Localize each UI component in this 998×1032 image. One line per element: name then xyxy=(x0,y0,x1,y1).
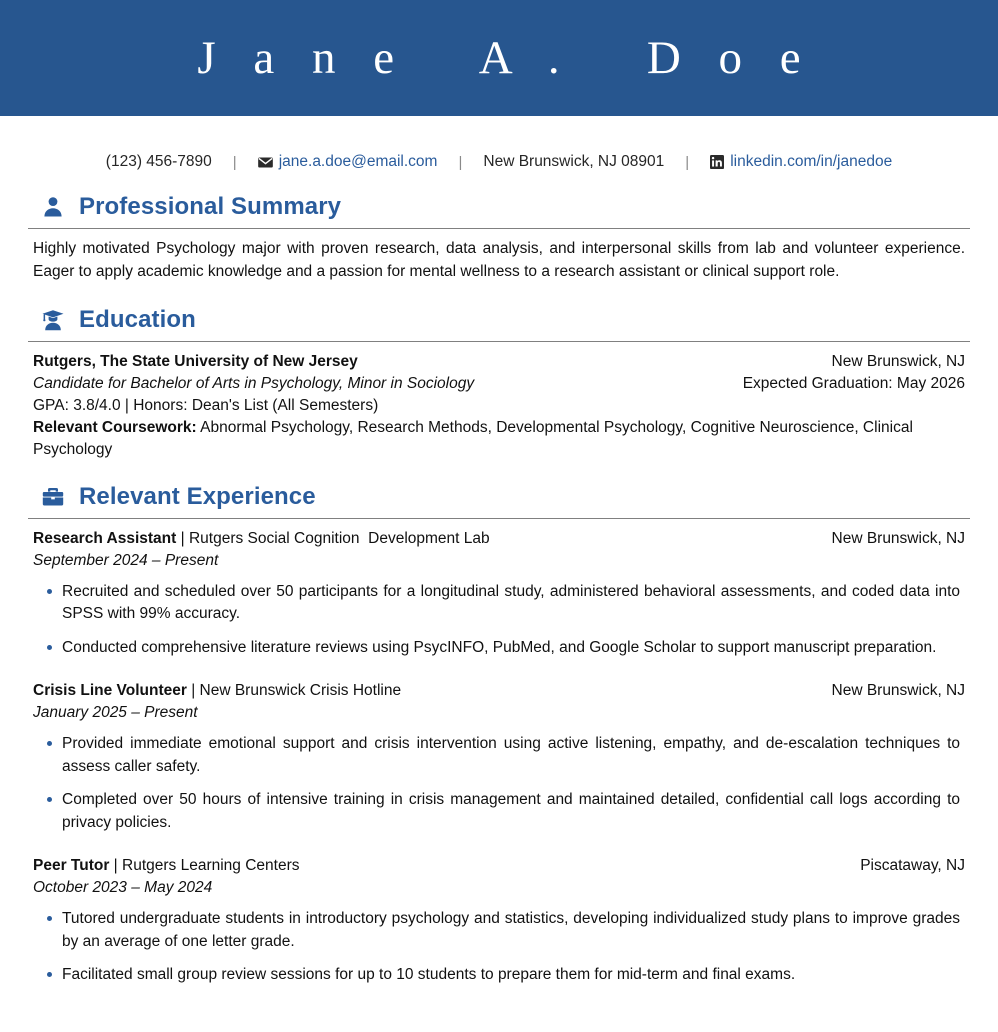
resume-content xyxy=(0,193,998,987)
bullet-item: Facilitated small group review sessions for up to 10 students to prepare them for mid-term and final exams. xyxy=(38,964,960,986)
experience-divider xyxy=(28,518,970,519)
briefcase-icon xyxy=(40,484,66,510)
experience-org: | New Brunswick Crisis Hotline xyxy=(186,682,402,700)
experience-entry xyxy=(28,855,970,986)
education-coursework-label: Relevant Coursework: xyxy=(33,418,197,436)
contact-separator-1: | xyxy=(232,153,237,171)
contact-linkedin[interactable] xyxy=(710,153,892,171)
experience-bullets xyxy=(33,908,965,986)
experience-bullets xyxy=(33,733,965,834)
contact-separator-3: | xyxy=(685,153,690,171)
summary-title: Professional Summary xyxy=(79,193,342,220)
graduation-cap-icon xyxy=(40,307,66,333)
experience-entry xyxy=(28,680,970,834)
experience-dates: September 2024 – Present xyxy=(33,551,219,569)
education-degree: Candidate for Bachelor of Arts in Psychology, Minor in Sociology xyxy=(33,374,475,392)
contact-email[interactable] xyxy=(258,153,438,171)
experience-title: Relevant Experience xyxy=(79,482,316,510)
contact-phone xyxy=(106,153,212,171)
education-entry xyxy=(28,351,970,461)
linkedin-link[interactable]: linkedin.com/in/janedoe xyxy=(730,153,893,170)
experience-role: Research Assistant xyxy=(33,529,177,547)
education-heading xyxy=(28,306,970,334)
education-degree-row xyxy=(33,373,965,395)
education-location: New Brunswick, NJ xyxy=(831,352,965,370)
experience-org: | Rutgers Learning Centers xyxy=(109,857,300,875)
education-title: Education xyxy=(79,305,196,333)
experience-role-org xyxy=(33,855,300,877)
experience-role-org xyxy=(33,680,401,702)
education-school: Rutgers, The State University of New Jersey xyxy=(33,352,358,370)
email-link[interactable]: jane.a.doe@email.com xyxy=(278,153,438,170)
bullet-item: Tutored undergraduate students in introductory psychology and statistics, developing individualized study plans to improve grades by an average of one letter grade. xyxy=(38,908,960,953)
experience-heading xyxy=(28,483,970,511)
location-text: New Brunswick, NJ 08901 xyxy=(483,153,665,170)
education-coursework-row xyxy=(33,417,965,461)
experience-role: Peer Tutor xyxy=(33,857,110,875)
experience-title-row xyxy=(33,528,965,550)
experience-role: Crisis Line Volunteer xyxy=(33,682,187,700)
summary-heading xyxy=(28,193,970,221)
bullet-item: Conducted comprehensive literature reviews using PsycINFO, PubMed, and Google Scholar to support manuscript preparation. xyxy=(38,637,960,659)
experience-location: New Brunswick, NJ xyxy=(831,529,965,547)
experience-bullets xyxy=(33,581,965,659)
user-icon xyxy=(40,194,66,220)
envelope-icon xyxy=(258,157,273,168)
summary-divider xyxy=(28,228,970,229)
experience-org: | Rutgers Social Cognition Development Lab xyxy=(176,529,490,547)
experience-entry xyxy=(28,528,970,659)
section-education xyxy=(28,306,970,461)
page-title: J a n e A . D o e xyxy=(197,32,814,84)
experience-location: Piscataway, NJ xyxy=(860,857,965,875)
experience-title-row xyxy=(33,855,965,877)
contact-location xyxy=(483,153,664,171)
bullet-item: Provided immediate emotional support and crisis intervention using active listening, empathy, and de-escalation techniques to assess caller safety. xyxy=(38,733,960,778)
phone-text: (123) 456-7890 xyxy=(105,153,212,170)
experience-location: New Brunswick, NJ xyxy=(831,682,965,700)
header-banner xyxy=(0,0,998,116)
education-divider xyxy=(28,341,970,342)
experience-title-row xyxy=(33,680,965,702)
bullet-item: Completed over 50 hours of intensive training in crisis management and maintained detailed, confidential call logs according to privacy policies. xyxy=(38,789,960,834)
education-coursework-list: Abnormal Psychology, Research Methods, Developmental Psychology, Cognitive Neuroscience, Clinical Psychology xyxy=(33,418,913,458)
section-relevant-experience xyxy=(28,483,970,987)
contact-bar xyxy=(0,116,998,171)
contact-separator-2: | xyxy=(458,153,463,171)
section-professional-summary xyxy=(28,193,970,284)
education-graduation: Expected Graduation: May 2026 xyxy=(742,374,965,392)
experience-role-org xyxy=(33,528,490,550)
education-school-row xyxy=(33,351,965,373)
summary-text: Highly motivated Psychology major with proven research, data analysis, and interpersonal skills from lab and volunteer experience. Eager to apply academic knowledge and a passion for mental wellness to a research assistant or clinical support role. xyxy=(33,240,965,280)
bullet-item: Recruited and scheduled over 50 participants for a longitudinal study, administered behavioral assessments, and coded data into SPSS with 99% accuracy. xyxy=(38,581,960,626)
experience-dates: October 2023 – May 2024 xyxy=(33,879,213,897)
experience-dates: January 2025 – Present xyxy=(33,704,198,722)
linkedin-icon xyxy=(710,155,724,169)
education-gpa: GPA: 3.8/4.0 | Honors: Dean's List (All Semesters) xyxy=(33,396,379,414)
